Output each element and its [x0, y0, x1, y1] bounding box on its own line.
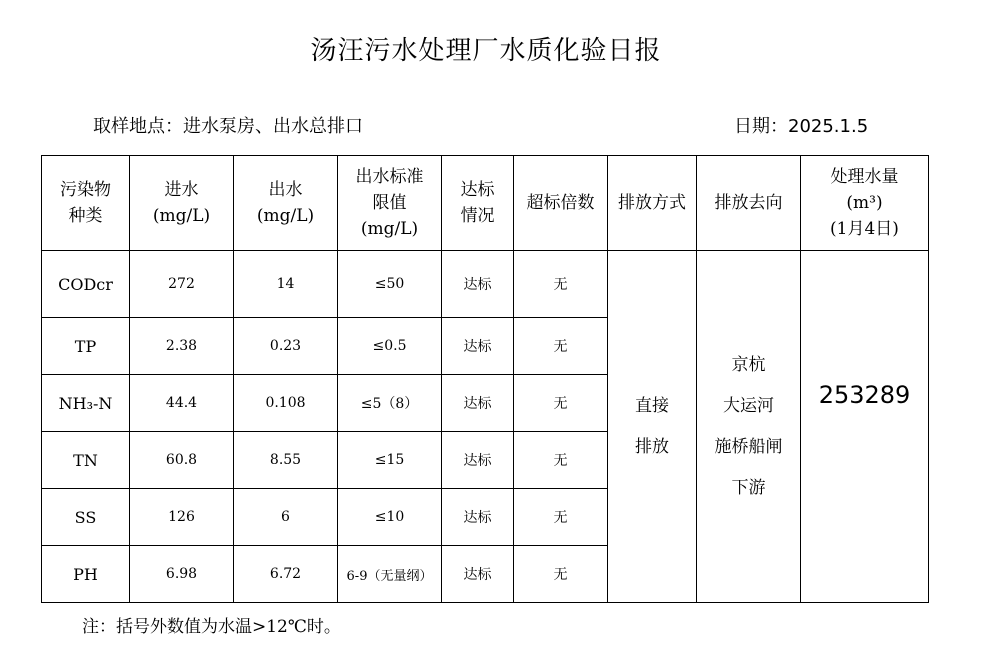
influent-value: 44.4 [130, 375, 234, 432]
pollutant-name: NH₃-N [42, 375, 130, 432]
exceed-value: 无 [514, 375, 608, 432]
limit-value: 6-9（无量纲） [338, 546, 442, 603]
influent-value: 126 [130, 489, 234, 546]
effluent-value: 6.72 [234, 546, 338, 603]
exceed-value: 无 [514, 489, 608, 546]
exceed-value: 无 [514, 432, 608, 489]
limit-value: ≤50 [338, 251, 442, 318]
pollutant-name: PH [42, 546, 130, 603]
influent-value: 60.8 [130, 432, 234, 489]
influent-value: 6.98 [130, 546, 234, 603]
header-discharge-method: 排放方式 [608, 156, 697, 251]
sampling-location: 取样地点：进水泵房、出水总排口 [93, 116, 363, 137]
limit-value: ≤5（8） [338, 375, 442, 432]
status-value: 达标 [442, 318, 514, 375]
limit-value: ≤10 [338, 489, 442, 546]
status-value: 达标 [442, 489, 514, 546]
discharge-method-cell: 直接 排放 [608, 251, 697, 603]
header-exceed: 超标倍数 [514, 156, 608, 251]
status-value: 达标 [442, 375, 514, 432]
pollutant-name: CODcr [42, 251, 130, 318]
effluent-value: 14 [234, 251, 338, 318]
status-value: 达标 [442, 251, 514, 318]
header-discharge-dest: 排放去向 [697, 156, 801, 251]
header-limit: 出水标准限值 (mg/L) [338, 156, 442, 251]
effluent-value: 0.108 [234, 375, 338, 432]
pollutant-name: SS [42, 489, 130, 546]
header-pollutant: 污染物种类 [42, 156, 130, 251]
header-row [42, 156, 929, 251]
effluent-value: 8.55 [234, 432, 338, 489]
header-volume: 处理水量 (m³) (1月4日) [801, 156, 929, 251]
exceed-value: 无 [514, 251, 608, 318]
header-effluent: 出水 (mg/L) [234, 156, 338, 251]
exceed-value: 无 [514, 546, 608, 603]
header-status: 达标情况 [442, 156, 514, 251]
effluent-value: 0.23 [234, 318, 338, 375]
water-quality-table [41, 155, 929, 603]
table-row [42, 251, 929, 318]
effluent-value: 6 [234, 489, 338, 546]
treated-volume: 253289 [801, 251, 929, 603]
pollutant-name: TP [42, 318, 130, 375]
influent-value: 272 [130, 251, 234, 318]
status-value: 达标 [442, 546, 514, 603]
limit-value: ≤15 [338, 432, 442, 489]
report-date: 日期：2025.1.5 [734, 116, 869, 137]
header-influent: 进水 (mg/L) [130, 156, 234, 251]
status-value: 达标 [442, 432, 514, 489]
footnote: 注：括号外数值为水温>12℃时。 [82, 617, 341, 637]
exceed-value: 无 [514, 318, 608, 375]
discharge-dest-cell: 京杭 大运河 施桥船闸 下游 [697, 251, 801, 603]
report-title: 汤汪污水处理厂水质化验日报 [310, 36, 662, 66]
influent-value: 2.38 [130, 318, 234, 375]
pollutant-name: TN [42, 432, 130, 489]
limit-value: ≤0.5 [338, 318, 442, 375]
